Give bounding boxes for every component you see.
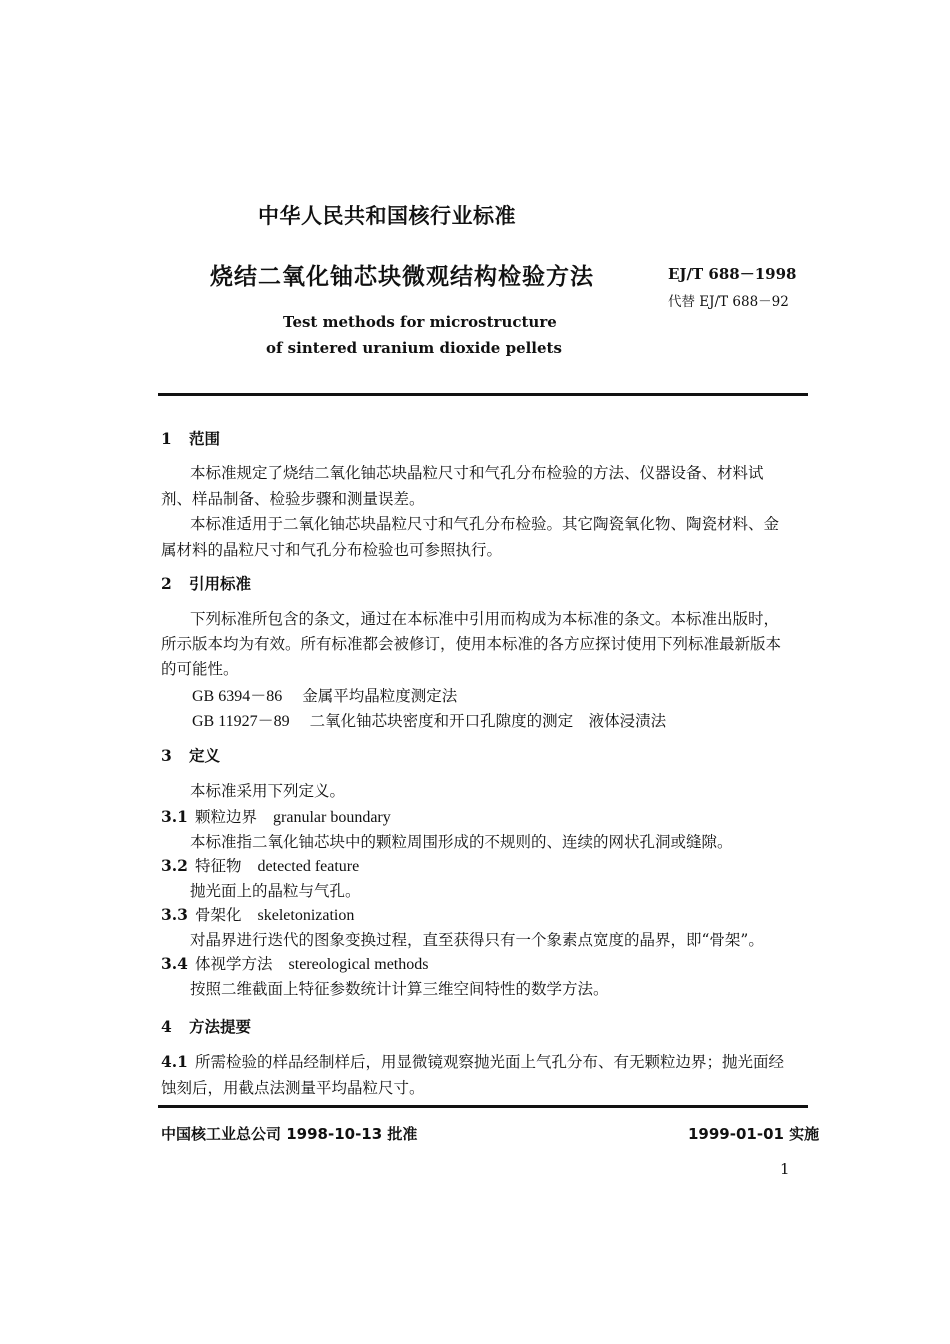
term-en: granular boundary: [273, 809, 391, 826]
definition-term: [161, 903, 354, 925]
reference-title: 二氧化铀芯块密度和开口孔隙度的测定 液体浸渍法: [309, 712, 667, 730]
clause-number: 4.1: [161, 1052, 188, 1071]
reference-item: [192, 683, 457, 706]
reference-title: 金属平均晶粒度测定法: [302, 687, 458, 705]
scope-para2-line2: 属材料的晶粒尺寸和气孔分布检验也可参照执行。: [161, 541, 503, 559]
references-para-line2: 所示版本均为有效。所有标准都会被修订，使用本标准的各方应探讨使用下列标准最新版本: [161, 635, 782, 653]
term-en: skeletonization: [257, 907, 355, 924]
footer-rule: [158, 1105, 808, 1108]
reference-code: GB 11927－89: [192, 713, 290, 730]
term-zh: 特征物: [195, 857, 242, 875]
term-zh: 骨架化: [195, 906, 242, 924]
term-zh: 颗粒边界: [195, 808, 258, 826]
replaces-standard: 代替 EJ/T 688－92: [668, 294, 789, 310]
section-4-heading: [161, 1015, 251, 1037]
standard-category: 中华人民共和国核行业标准: [258, 204, 516, 228]
header-rule: [158, 393, 808, 396]
reference-code: GB 6394－86: [192, 688, 283, 705]
definitions-intro: 本标准采用下列定义。: [190, 782, 346, 800]
method-summary-line2: 蚀刻后，用截点法测量平均晶粒尺寸。: [161, 1079, 425, 1097]
definition-number: 3.1: [161, 807, 188, 826]
term-en: stereological methods: [288, 956, 429, 973]
approval-line: 中国核工业总公司 1998-10-13 批准: [161, 1125, 418, 1143]
section-title: 引用标准: [189, 574, 252, 593]
section-number: 2: [161, 574, 172, 593]
section-title: 方法提要: [189, 1017, 252, 1036]
section-number: 3: [161, 746, 172, 765]
term-en: detected feature: [257, 858, 360, 875]
definition-number: 3.3: [161, 905, 188, 924]
definition-description: 本标准指二氧化铀芯块中的颗粒周围形成的不规则的、连续的网状孔洞或缝隙。: [190, 833, 733, 851]
definition-term: [161, 952, 428, 974]
english-title-line2: of sintered uranium dioxide pellets: [266, 339, 562, 357]
section-title: 定义: [189, 746, 221, 765]
english-title-line1: Test methods for microstructure: [283, 313, 557, 331]
clause-text: 所需检验的样品经制样后，用显微镜观察抛光面上气孔分布、有无颗粒边界；抛光面经: [195, 1053, 785, 1071]
definition-number: 3.2: [161, 856, 188, 875]
definition-description: 抛光面上的晶粒与气孔。: [190, 882, 361, 900]
effective-date: 1999-01-01 实施: [688, 1125, 820, 1143]
method-summary-line1: [161, 1050, 784, 1072]
section-number: 4: [161, 1017, 172, 1036]
document-title: 烧结二氧化铀芯块微观结构检验方法: [210, 264, 594, 290]
section-number: 1: [161, 429, 172, 448]
term-zh: 体视学方法: [195, 955, 273, 973]
references-para-line3: 的可能性。: [161, 660, 239, 678]
section-1-heading: [161, 427, 220, 449]
definition-number: 3.4: [161, 954, 188, 973]
standard-number: EJ/T 688－1998: [668, 265, 797, 283]
scope-para1-line1: 本标准规定了烧结二氧化铀芯块晶粒尺寸和气孔分布检验的方法、仪器设备、材料试: [190, 464, 764, 482]
section-3-heading: [161, 744, 220, 766]
scope-para2-line1: 本标准适用于二氧化铀芯块晶粒尺寸和气孔分布检验。其它陶瓷氧化物、陶瓷材料、金: [190, 515, 780, 533]
page-number: 1: [780, 1160, 790, 1178]
references-para-line1: 下列标准所包含的条文，通过在本标准中引用而构成为本标准的条文。本标准出版时，: [190, 610, 780, 628]
scope-para1-line2: 剂、样品制备、检验步骤和测量误差。: [161, 490, 425, 508]
definition-description: 按照二维截面上特征参数统计计算三维空间特性的数学方法。: [190, 980, 609, 998]
definition-term: [161, 854, 359, 876]
section-title: 范围: [189, 429, 221, 448]
section-2-heading: [161, 572, 251, 594]
definition-term: [161, 805, 391, 827]
definition-description: 对晶界进行迭代的图象变换过程，直至获得只有一个象素点宽度的晶界，即“骨架”。: [190, 931, 764, 949]
reference-item: [192, 708, 666, 731]
